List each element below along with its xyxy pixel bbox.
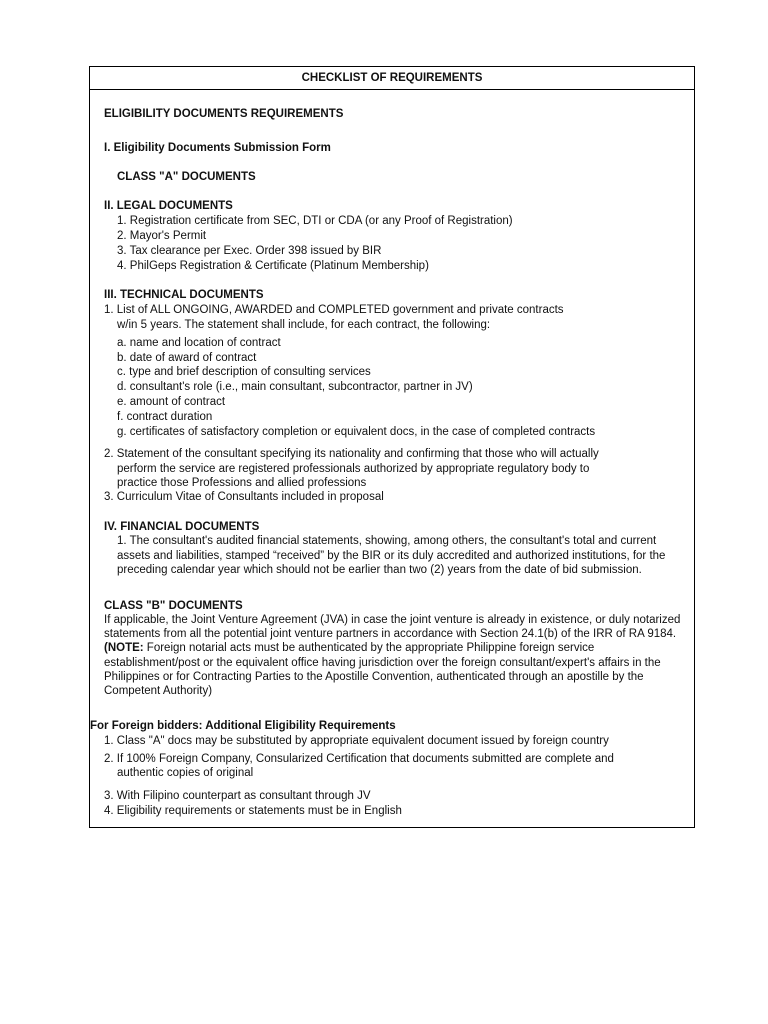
class-b-line-1: If applicable, the Joint Venture Agreement (JVA) in case the joint venture is already in existence, or duly notarized [104, 614, 681, 626]
note-text: Foreign notarial acts must be authenticated by the appropriate Philippine foreign service [143, 642, 595, 654]
foreign-item-4: 4. Eligibility requirements or statements must be in English [104, 805, 402, 817]
technical-subitem-f: f. contract duration [117, 411, 213, 423]
legal-item-3: 3. Tax clearance per Exec. Order 398 issued by BIR [117, 245, 382, 257]
note-label: (NOTE: [104, 642, 144, 654]
technical-subitem-b: b. date of award of contract [117, 352, 257, 364]
foreign-item-3: 3. With Filipino counterpart as consultant through JV [104, 790, 371, 802]
legal-documents-heading: II. LEGAL DOCUMENTS [104, 200, 233, 212]
financial-line-1: 1. The consultant's audited financial statements, showing, among others, the consultant's total and current [117, 535, 657, 547]
class-b-heading: CLASS "B" DOCUMENTS [104, 600, 243, 612]
foreign-item-1: 1. Class "A" docs may be substituted by appropriate equivalent document issued by foreign country [104, 735, 609, 747]
technical-subitem-g: g. certificates of satisfactory completion or equivalent docs, in the case of completed contracts [117, 426, 596, 438]
financial-line-3: preceding calendar year which should not be earlier than two (2) years from the date of bid submission. [117, 564, 642, 576]
technical-item-1-line-2: w/in 5 years. The statement shall include, for each contract, the following: [117, 319, 491, 331]
technical-subitem-a: a. name and location of contract [117, 337, 281, 349]
class-b-note-line-2: establishment/post or the equivalent office having jurisdiction over the foreign consultant/expert's affairs in the [104, 657, 661, 669]
technical-subitem-c: c. type and brief description of consulting services [117, 366, 371, 378]
legal-item-2: 2. Mayor's Permit [117, 230, 207, 242]
technical-item-2-line-2: perform the service are registered professionals authorized by appropriate regulatory body to [117, 463, 590, 475]
technical-item-2-line-3: practice those Professions and allied professions [117, 477, 367, 489]
technical-subitem-d: d. consultant's role (i.e., main consultant, subcontractor, partner in JV) [117, 381, 473, 393]
class-b-note-line-3: Philippines or for Contracting Parties to the Apostille Convention, authenticated through an apostille by the [104, 671, 644, 683]
legal-item-1: 1. Registration certificate from SEC, DTI or CDA (or any Proof of Registration) [117, 215, 513, 227]
foreign-bidders-heading: For Foreign bidders: Additional Eligibility Requirements [90, 720, 396, 732]
submission-form-heading: I. Eligibility Documents Submission Form [104, 142, 331, 154]
financial-documents-heading: IV. FINANCIAL DOCUMENTS [104, 521, 260, 533]
class-a-heading: CLASS "A" DOCUMENTS [117, 171, 256, 183]
class-b-note-line-4: Competent Authority) [104, 685, 213, 697]
technical-subitem-e: e. amount of contract [117, 396, 226, 408]
technical-item-3: 3. Curriculum Vitae of Consultants included in proposal [104, 491, 384, 503]
legal-item-4: 4. PhilGeps Registration & Certificate (Platinum Membership) [117, 260, 429, 272]
foreign-item-2-line-1: 2. If 100% Foreign Company, Consularized Certification that documents submitted are complete and [104, 753, 614, 765]
technical-item-2-line-1: 2. Statement of the consultant specifying its nationality and confirming that those who will actually [104, 448, 599, 460]
foreign-item-2-line-2: authentic copies of original [117, 767, 254, 779]
technical-item-1-line-1: 1. List of ALL ONGOING, AWARDED and COMPLETED government and private contracts [104, 304, 564, 316]
class-b-note-line-1 [104, 641, 594, 656]
class-b-line-2: statements from all the potential joint venture partners in accordance with Section 24.1(b) of the IRR of RA 9184. [104, 628, 677, 640]
financial-line-2: assets and liabilities, stamped “received” by the BIR or its duly accredited and authorized institutions, for the [117, 550, 666, 562]
eligibility-title: ELIGIBILITY DOCUMENTS REQUIREMENTS [104, 108, 344, 120]
technical-documents-heading: III. TECHNICAL DOCUMENTS [104, 289, 264, 301]
table-header: CHECKLIST OF REQUIREMENTS [90, 67, 694, 90]
